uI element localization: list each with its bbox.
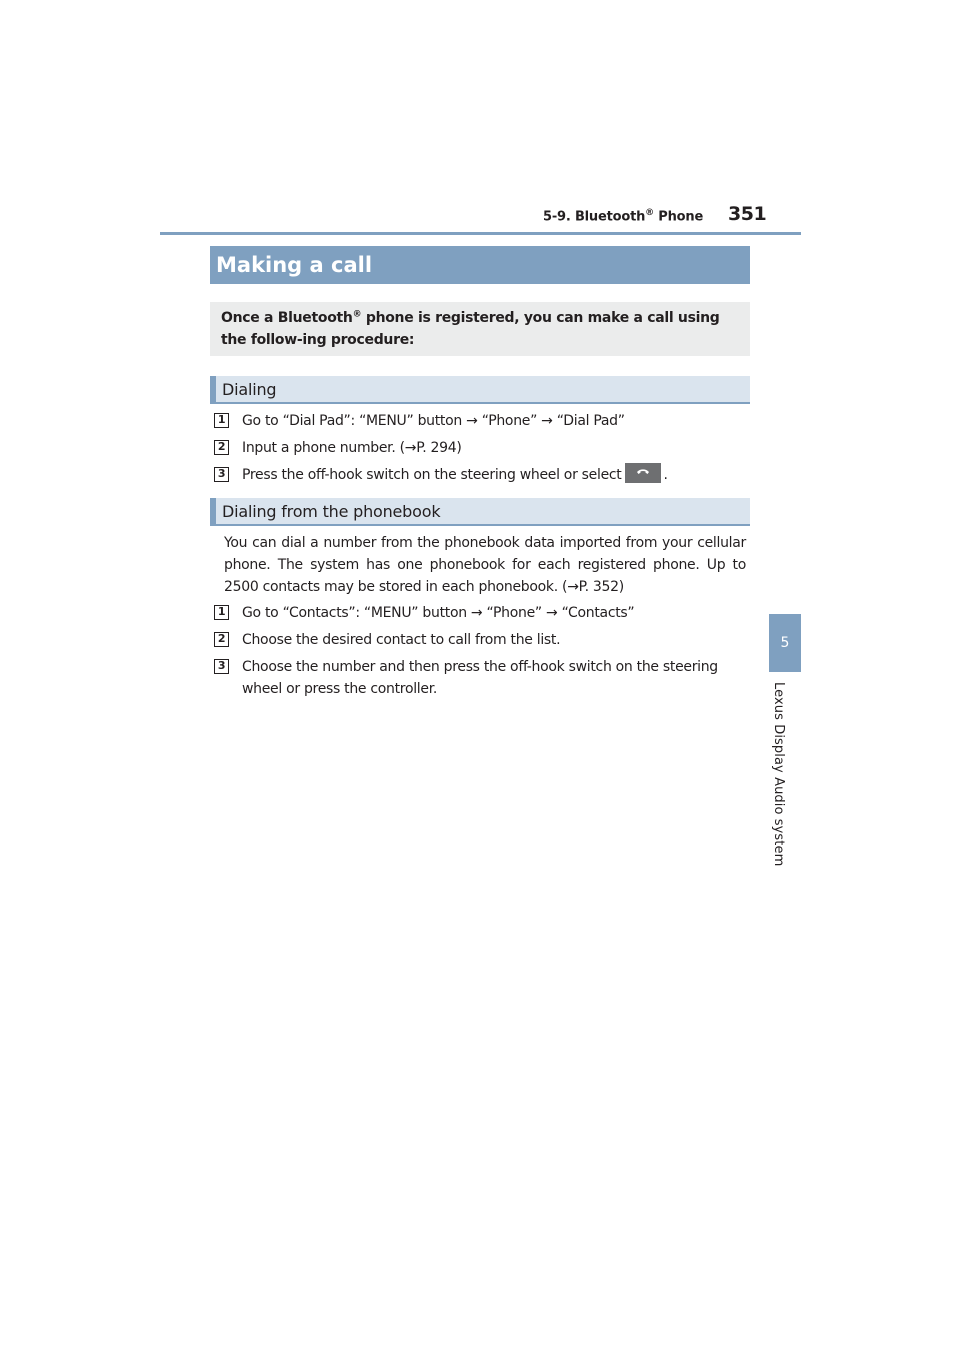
step-number: 1: [214, 413, 229, 428]
step-number: 2: [214, 440, 229, 455]
header-rule: [160, 232, 801, 235]
step-text-suffix: .: [663, 467, 668, 483]
step-number: 2: [214, 632, 229, 647]
step-text-main: Press the off-hook switch on the steering wheel or select: [242, 467, 622, 483]
intro-text-after: phone is registered, you can make a call using the follow-ing procedure:: [221, 310, 720, 348]
step-text: Input a phone number. (→P. 294): [242, 440, 462, 456]
phone-handset-icon: [636, 468, 650, 478]
step-text: [242, 464, 750, 486]
page-title: Making a call: [210, 246, 750, 284]
registered-mark: ®: [645, 208, 654, 218]
intro-text-before: Once a Bluetooth: [221, 310, 353, 326]
step-number: 1: [214, 605, 229, 620]
header-section-text: 5-9. Bluetooth: [543, 209, 646, 225]
header-section-title: [543, 208, 703, 224]
step-text: Go to “Contacts”: “MENU” button → “Phone” → “Contacts”: [242, 605, 635, 621]
off-hook-button[interactable]: [625, 463, 661, 483]
step-text: Choose the number and then press the off-hook switch on the steering wheel or press the controller.: [242, 659, 718, 697]
phonebook-heading: Dialing from the phonebook: [210, 498, 750, 526]
intro-box: [210, 302, 750, 356]
step-number: 3: [214, 659, 229, 674]
page-number: 351: [728, 203, 767, 225]
registered-mark: ®: [352, 309, 362, 320]
dialing-heading: Dialing: [210, 376, 750, 404]
step-text: Go to “Dial Pad”: “MENU” button → “Phone” → “Dial Pad”: [242, 413, 625, 429]
step-text: Choose the desired contact to call from the list.: [242, 632, 561, 648]
phonebook-paragraph: You can dial a number from the phonebook data imported from your cellular phone. The system has one phonebook for each registered phone. Up to 2500 contacts may be stored in each phonebook. (→P. 352): [224, 535, 746, 595]
header-section-suffix: Phone: [653, 209, 704, 225]
step-number: 3: [214, 467, 229, 482]
chapter-tab: 5: [769, 614, 801, 672]
chapter-label: Lexus Display Audio system: [771, 682, 786, 867]
